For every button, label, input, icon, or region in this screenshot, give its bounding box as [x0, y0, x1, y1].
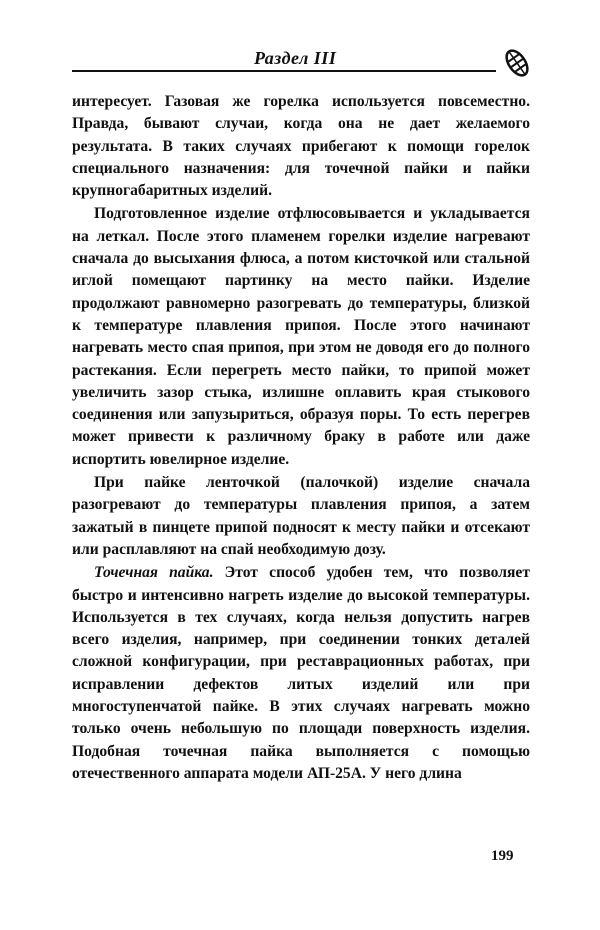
section-title: Раздел III: [254, 48, 337, 68]
header-rule: [72, 70, 496, 72]
paragraph-4: Точечная пайка. Этот способ удобен тем, что позволяет быстро и интенсивно нагреть изделие до высокой температуры. Используется в тех случаях, когда нельзя допустить нагрев всего изделия, например, при соединении тонких деталей сложной конфигурации, при реставрационных работах, при исправлении дефектов литых изделий или при многоступенчатой пайке. В этих случаях нагревать можно только очень небольшую по площади поверхность изделия. Подобная точечная пайка выполняется с помощью отечественного аппарата модели АП-25А. У него длина: [72, 564, 530, 782]
paragraph-3: При пайке ленточкой (палочкой) изделие сначала разогревают до температуры плавления припоя, а затем зажатый в пинцете припой подносят к месту пайки и отсекают или расплавляют на спай необходимую дозу.: [72, 474, 530, 558]
ring-gem-icon: [500, 46, 534, 80]
paragraph-1: интересует. Газовая же горелка используется повсеместно. Правда, бывают случаи, когда она не дает желаемого результата. В таких случаях прибегают к помощи горелок специального назначения: для точечной пайки и пайки крупногабаритных изделий.: [72, 93, 530, 200]
page-number: 199: [491, 848, 514, 864]
body-text: [72, 91, 530, 786]
paragraph-lead: Точечная пайка.: [94, 564, 214, 582]
paragraph-2: Подготовленное изделие отфлюсовывается и укладывается на леткал. После этого пламенем горелки изделие нагревают сначала до высыхания флюса, а потом кисточкой или стальной иглой помещают партинку на место пайки. Изделие продолжают равномерно разогревать до температуры, близкой к температуре плавления припоя. После этого начинают нагревать место спая припоя, при этом не доводя его до полного растекания. Если перегреть место пайки, то припой может увеличить зазор стыка, излишне оплавить края стыкового соединения или запузыриться, образуя поры. То есть перегрев может привести к различному браку в работе или даже испортить ювелирное изделие.: [72, 205, 530, 468]
running-header: [72, 44, 540, 80]
